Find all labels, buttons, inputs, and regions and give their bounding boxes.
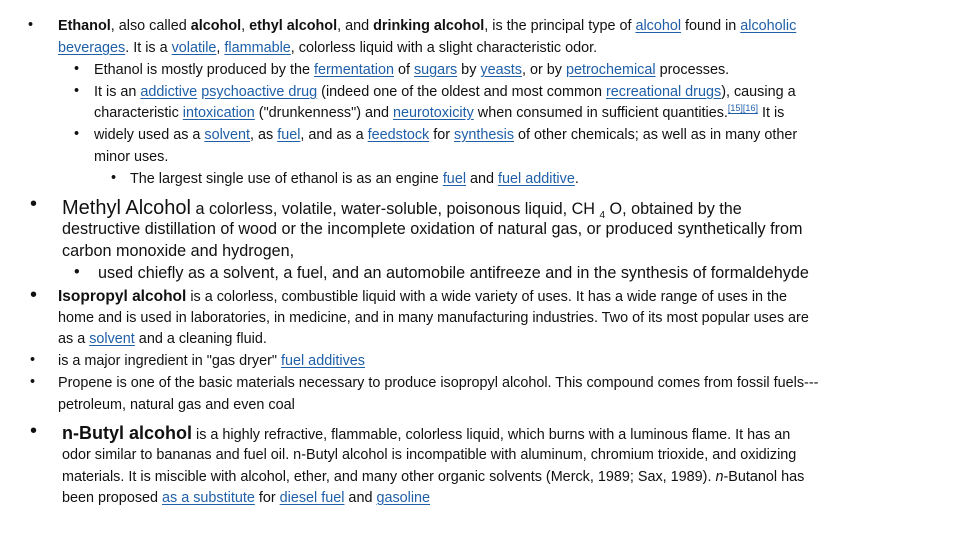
bullet: • (30, 352, 36, 368)
text: O, obtained by the (605, 200, 742, 218)
link-solvent[interactable]: solvent (204, 127, 250, 143)
methyl-line-1 (62, 195, 742, 221)
term-alcohol: alcohol (190, 18, 242, 34)
term-n-butyl-alcohol: n-Butyl alcohol (62, 423, 192, 443)
text: is a highly refractive, flammable, colorless liquid, which burns with a luminous flame. It has an (192, 427, 791, 443)
ethanol-sub-2a (94, 83, 796, 102)
isopropyl-bullet-3a: Propene is one of the basic materials necessary to produce isopropyl alcohol. This compound comes from fossil fuels--- (58, 375, 819, 391)
text: as a (58, 331, 90, 347)
link-as-a-substitute[interactable]: as a substitute (162, 490, 255, 506)
link-recreational-drugs[interactable]: recreational drugs (605, 84, 722, 100)
text: materials. It is miscible with alcohol, ether, and many other organic solvents (Merck, 1989; Sax, 1989). (62, 469, 716, 485)
butyl-line-4 (62, 489, 430, 508)
text: . It is a (125, 40, 172, 56)
bullet: • (74, 61, 80, 77)
bullet: • (74, 126, 80, 142)
text: . (574, 171, 579, 187)
text: (indeed one of the oldest and most common (317, 84, 606, 100)
butyl-line-3 (62, 468, 804, 487)
text: and (344, 490, 377, 506)
ethanol-line-1 (58, 17, 796, 36)
butyl-line-2: odor similar to bananas and fuel oil. n-Butyl alcohol is incompatible with aluminum, chromium trioxide, and oxidizing (62, 447, 797, 463)
methyl-line-3: carbon monoxide and hydrogen, (62, 242, 295, 260)
bullet: • (30, 193, 38, 215)
text: processes. (655, 62, 730, 78)
isopropyl-bullet-3b: petroleum, natural gas and even coal (58, 397, 295, 413)
text: , (241, 18, 250, 34)
italic-n: n (715, 469, 724, 485)
isopropyl-bullet-2 (58, 352, 365, 371)
link-neurotoxicity[interactable]: neurotoxicity (393, 105, 474, 121)
isopropyl-line-2: home and is used in laboratories, in medicine, and in many manufacturing industries. Two of its most popular uses are (58, 310, 809, 326)
bullet: • (111, 170, 117, 186)
text: for (254, 490, 280, 506)
link-addictive[interactable]: addictive (140, 84, 198, 100)
text: , or by (521, 62, 566, 78)
text: It is an (94, 84, 141, 100)
bullet: • (30, 284, 38, 306)
link-gasoline[interactable]: gasoline (376, 490, 431, 506)
text: , and as a (300, 127, 368, 143)
bullet: • (30, 420, 38, 442)
subscript: 4 (599, 210, 606, 222)
link-fuel-additives[interactable]: fuel additives (280, 353, 365, 369)
text: , (216, 40, 225, 56)
link-synthesis[interactable]: synthesis (454, 127, 515, 143)
term-ethanol: Ethanol (58, 18, 111, 34)
link-alcohol[interactable]: alcohol (635, 18, 682, 34)
link-fuel-additive[interactable]: fuel additive (498, 171, 575, 187)
text: , also called (110, 18, 191, 34)
link-feedstock[interactable]: feedstock (367, 127, 430, 143)
ethanol-sub-3b: minor uses. (94, 149, 169, 165)
text: found in (681, 18, 741, 34)
isopropyl-line-3 (58, 330, 267, 349)
text: characteristic (94, 105, 183, 121)
link-flammable[interactable]: flammable (224, 40, 291, 56)
text: and a cleaning fluid. (134, 331, 267, 347)
bullet: • (30, 374, 36, 390)
text: is a colorless, combustible liquid with a wide variety of uses. It has a wide range of uses in the (186, 289, 788, 305)
link-fuel[interactable]: fuel (277, 127, 301, 143)
text: , colorless liquid with a slight characteristic odor. (290, 40, 598, 56)
methyl-line-2: destructive distillation of wood or the incomplete oxidation of natural gas, or produced synthetically from (62, 220, 803, 238)
text: been proposed (62, 490, 163, 506)
text: and (466, 171, 499, 187)
term-ethyl-alcohol: ethyl alcohol (249, 18, 338, 34)
butyl-line-1 (62, 422, 790, 445)
term-isopropyl-alcohol: Isopropyl alcohol (58, 288, 187, 305)
text: when consumed in sufficient quantities. (473, 105, 728, 121)
link-petrochemical[interactable]: petrochemical (565, 62, 656, 78)
citation-link[interactable]: [15][16] (727, 103, 758, 114)
text: It is (757, 105, 785, 121)
methyl-sub: used chiefly as a solvent, a fuel, and an automobile antifreeze and in the synthesis of formaldehyde (98, 264, 809, 282)
ethanol-subsub (130, 170, 579, 189)
bullet: • (74, 83, 80, 99)
link-fermentation[interactable]: fermentation (313, 62, 394, 78)
text: Ethanol is mostly produced by the (94, 62, 314, 78)
link-solvent[interactable]: solvent (89, 331, 135, 347)
link-yeasts[interactable]: yeasts (480, 62, 522, 78)
text: ), causing a (721, 84, 796, 100)
text: of (393, 62, 414, 78)
text: , is the principal type of (484, 18, 636, 34)
text: for (429, 127, 455, 143)
text: ("drunkenness") and (254, 105, 393, 121)
link-sugars[interactable]: sugars (413, 62, 458, 78)
bullet: • (74, 263, 80, 281)
link-intoxication[interactable]: intoxication (182, 105, 255, 121)
bullet: • (28, 17, 34, 33)
text: widely used as a (94, 127, 205, 143)
term-drinking-alcohol: drinking alcohol (373, 18, 485, 34)
text: , as (250, 127, 278, 143)
link-diesel-fuel[interactable]: diesel fuel (279, 490, 345, 506)
ethanol-sub-2b (94, 104, 784, 123)
term-methyl-alcohol: Methyl Alcohol (62, 197, 191, 219)
link-alcoholic[interactable]: alcoholic (740, 18, 797, 34)
ethanol-sub-1 (94, 61, 729, 80)
link-fuel[interactable]: fuel (442, 171, 467, 187)
text: The largest single use of ethanol is as an engine (130, 171, 443, 187)
link-volatile[interactable]: volatile (171, 40, 217, 56)
text: -Butanol has (723, 469, 805, 485)
link-beverages[interactable]: beverages (58, 40, 126, 56)
link-psychoactive-drug[interactable]: psychoactive drug (201, 84, 318, 100)
text: of other chemicals; as well as in many other (514, 127, 798, 143)
text: a colorless, volatile, water-soluble, poisonous liquid, CH (190, 200, 600, 218)
ethanol-sub-3a (94, 126, 797, 145)
text: by (457, 62, 481, 78)
ethanol-line-2 (58, 39, 597, 58)
isopropyl-line-1 (58, 287, 787, 307)
text: is a major ingredient in "gas dryer" (58, 353, 281, 369)
text: , and (337, 18, 374, 34)
